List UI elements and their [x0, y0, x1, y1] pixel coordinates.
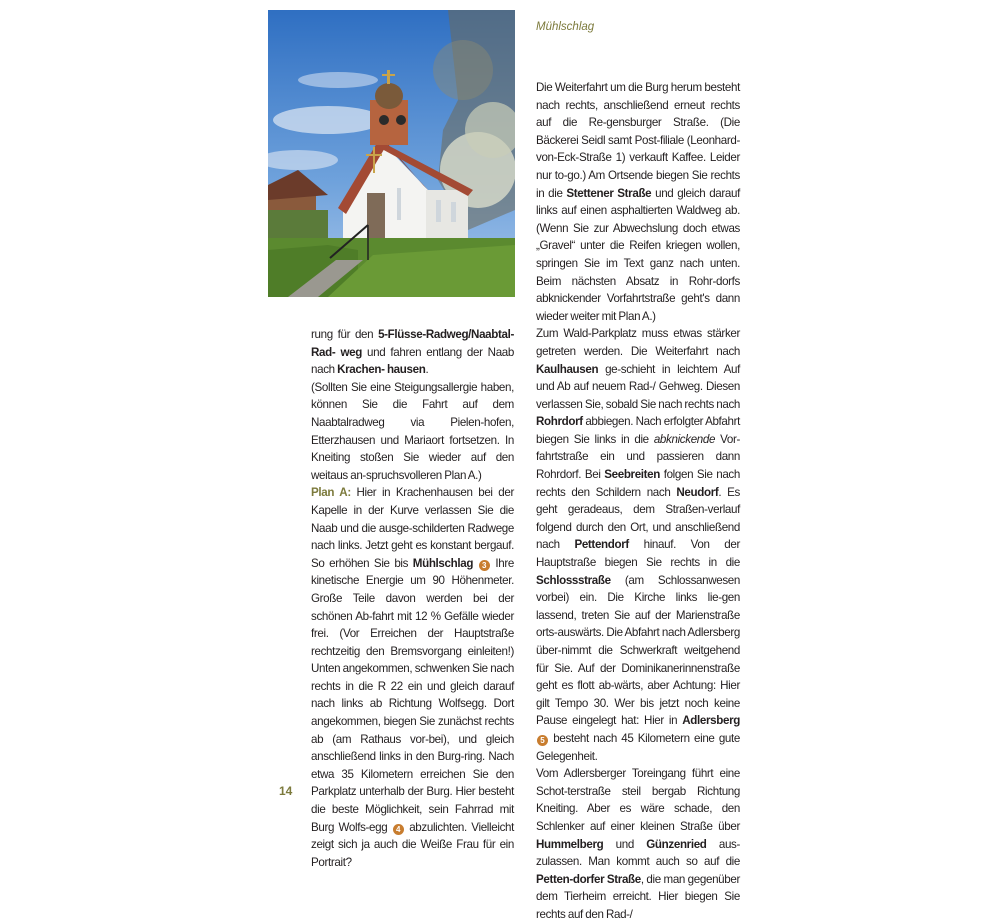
paragraph: Vom Adlersberger Toreingang führt eine Schot-terstraße steil bergab Richtung Kneiting. Aber es wäre schade, den Schlenker auf einer kleinen Straße über Hummelberg und Günzenried aus-zulassen. Man kommt auch so auf die Petten-dorfer Straße, die man gegenüber dem Tierheim erreicht. Hier biegen Sie rechts auf den Rad-/ [536, 767, 740, 921]
map-marker-icon: 3 [479, 560, 490, 571]
place-name: Kaulhausen [536, 362, 599, 376]
text-column-left [311, 326, 514, 871]
page-number: 14 [279, 784, 293, 798]
place-name: Seebreiten [604, 468, 661, 482]
map-marker-icon: 4 [393, 824, 404, 835]
plan-label: Plan A: [311, 486, 351, 500]
map-marker-icon: 5 [537, 735, 548, 746]
emphasis: abknickende [653, 432, 716, 446]
place-name: Schlossstraße [536, 573, 611, 587]
place-name: Stettener Straße [566, 186, 652, 200]
paragraph: rung für den 5-Flüsse-Radweg/Naabtal-Rad- weg und fahren entlang der Naab nach Krachen- hausen. [311, 328, 514, 377]
place-name: 5-Flüsse-Radweg/Naabtal-Rad- [311, 328, 514, 359]
place-name: weg [340, 345, 362, 359]
place-name: Günzenried [646, 837, 707, 851]
place-name: Krachen- [337, 363, 385, 377]
paragraph: Zum Wald-Parkplatz muss etwas stärker getreten werden. Die Weiterfahrt nach Kaulhausen ge-schieht in leichtem Auf und Ab auf neuem Rad-/ Gehweg. Diesen verlassen Sie, sobald Sie nach rechts nach Rohrdorf abbiegen. Nach erfolgter Abfahrt biegen Sie links in die abknickende Vor-fahrtstraße ein und passieren dann Rohrdorf. Bei Seebreiten folgen Sie nach rechts den Schildern nach Neudorf. Es geht geradeaus, dem Straßen-verlauf folgend durch den Ort, und anschließend nach Pettendorf hinauf. Von der Hauptstraße biegen Sie rechts in die Schlossstraße (am Schlossanwesen vorbei) ein. Die Kirche links lie-gen lassend, treten Sie auf der Marienstraße orts-auswärts. Die Abfahrt nach Adlersberg über-nimmt die Schwerkraft weitgehend für Sie. Auf der Dominikanerinnenstraße geht es flott ab-wärts, aber Achtung: Hier gilt Tempo 30. Wer bis jetzt noch keine Pause eingelegt hat: Hier in Adlersberg 5 besteht nach 45 Kilometern eine gute Gelegenheit. [536, 327, 740, 763]
place-name: Neudorf [676, 485, 719, 499]
section-title: Mühlschlag [536, 21, 595, 33]
paragraph: Die Weiterfahrt um die Burg herum besteht nach rechts, anschließend erneut rechts auf die Re-gensburger Straße. (Die Bäckerei Seidl samt Post-filiale (Leonhard-von-Eck-Straße 1) verkauft Kaffee. Leider nur to-go.) Am Ortsende biegen Sie rechts in die Stettener Straße und gleich darauf links auf einen asphaltierten Waldweg ab. (Wenn Sie zur Abwechslung doch etwas „Gravel“ unter die Reifen kriegen wollen, springen Sie im Text ganz nach unten. Beim nächsten Absatz in Rohr-dorfs abknickender Vorfahrtstraße geht's dann wieder weiter mit Plan A.) [536, 81, 740, 323]
text-column-right [536, 79, 740, 924]
place-name: Rohrdorf [536, 415, 583, 429]
paragraph: Plan A: Hier in Krachenhausen bei der Kapelle in der Kurve verlassen Sie die Naab und die ausge-schilderten Radwege nach links. Jetzt geht es konstant bergauf. So erhöhen Sie bis Mühlschlag 3 Ihre kinetische Energie um 90 Höhenmeter. Große Teile davon werden bei der schönen Ab-fahrt mit 12 % Gefälle wieder frei. (Vor Erreichen der Hauptstraße rechtzeitig den Bremsvorgang einleiten!) Unten angekommen, schwenken Sie nach rechts in die R 22 ein und gleich darauf nach links ab Richtung Wolfsegg. Dort angekommen, biegen Sie zunächst rechts ab (am Rathaus vor-bei), und gleich anschließend links in den Burg-ring. Nach etwa 35 Kilometern erreichen Sie den Parkplatz unterhalb der Burg. Hier besteht die beste Möglichkeit, sein Fahrrad mit Burg Wolfs-egg 4 abzulichten. Vielleicht zeigt sich ja auch die Weiße Frau für ein Portrait? [311, 486, 515, 869]
chapel-photo [268, 10, 515, 297]
place-name: Adlersberg [682, 714, 740, 728]
place-name: hausen [386, 363, 426, 377]
place-name: Petten-dorfer Straße [536, 872, 641, 886]
place-name: Pettendorf [574, 538, 629, 552]
paragraph: (Sollten Sie eine Steigungsallergie haben, können Sie die Fahrt auf dem Naabtalradweg via Pielen-hofen, Etterzhausen und Mariaort fortsetzen. In Kneiting stoßen Sie wieder auf den weitaus an-spruchsvolleren Plan A.) [311, 380, 514, 482]
place-name: Mühlschlag [412, 556, 474, 570]
place-name: Hummelberg [536, 837, 604, 851]
